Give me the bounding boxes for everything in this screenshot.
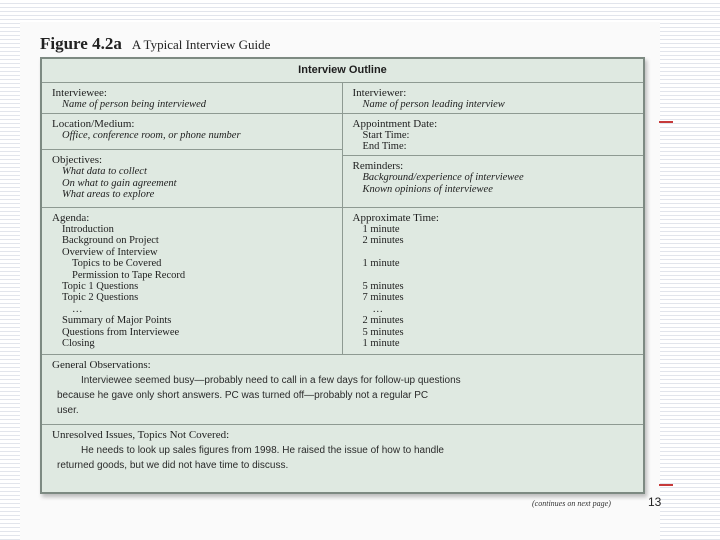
observation-line: because he gave only short answers. PC was turned off—probably not a regular PC	[57, 390, 429, 401]
time-item	[353, 247, 636, 258]
agenda-item: Background on Project	[62, 235, 159, 247]
location-objectives-cell	[42, 114, 343, 207]
reminder-item: Background/experience of interviewee	[362, 172, 524, 183]
continues-note: (continues on next page)	[532, 499, 611, 508]
reminders-label: Reminders:	[352, 160, 404, 172]
time-item: 1 minute	[362, 258, 400, 270]
time-item: 5 minutes	[362, 281, 404, 292]
objective-item: What data to collect	[62, 166, 147, 177]
agenda-item: Summary of Major Points	[62, 315, 172, 327]
interviewee-value: Name of person being interviewed	[62, 99, 207, 110]
accent-dash	[659, 484, 673, 486]
agenda-item: Questions from Interviewee	[62, 326, 180, 338]
start-time-label: Start Time:	[362, 130, 410, 141]
agenda-item: Introduction	[62, 224, 114, 235]
location-cell	[42, 114, 342, 150]
figure-number: Figure 4.2a	[40, 34, 122, 53]
time-item: 7 minutes	[362, 292, 404, 304]
agenda-item: Overview of Interview	[62, 246, 158, 258]
reminders-cell	[343, 156, 644, 198]
outline-heading: Interview Outline	[42, 59, 643, 83]
agenda-item: Topic 1 Questions	[62, 281, 139, 293]
observations-label: General Observations:	[52, 359, 151, 371]
location-value: Office, conference room, or phone number	[62, 130, 241, 141]
time-label: Approximate Time:	[352, 212, 439, 224]
observation-line: user.	[57, 405, 79, 416]
interviewee-label: Interviewee:	[52, 87, 107, 99]
row-location-objectives	[42, 114, 643, 208]
unresolved-cell	[42, 425, 643, 476]
time-item	[353, 270, 636, 281]
unresolved-label: Unresolved Issues, Topics Not Covered:	[52, 429, 230, 441]
unresolved-text	[52, 443, 635, 473]
observations-cell	[42, 355, 643, 424]
agenda-item: …	[72, 303, 83, 315]
appointment-cell	[343, 114, 644, 156]
appointment-reminders-cell	[343, 114, 644, 207]
end-time-label: End Time:	[362, 141, 407, 153]
agenda-item: Topic 2 Questions	[62, 292, 139, 304]
page-number: 13	[648, 495, 662, 509]
row-people	[42, 83, 643, 114]
location-label: Location/Medium:	[52, 118, 135, 130]
time-item: 5 minutes	[362, 326, 404, 338]
agenda-item: Permission to Tape Record	[72, 269, 186, 281]
row-unresolved	[42, 425, 643, 476]
row-agenda	[42, 208, 643, 355]
figure-caption: A Typical Interview Guide	[131, 37, 271, 52]
interviewer-value: Name of person leading interview	[362, 99, 505, 110]
interviewer-label: Interviewer:	[352, 87, 407, 99]
interviewer-cell	[343, 83, 644, 113]
time-item: 1 minute	[362, 338, 400, 350]
objective-item: What areas to explore	[62, 189, 155, 200]
row-observations	[42, 355, 643, 425]
time-cell	[343, 208, 644, 354]
time-item: …	[372, 303, 383, 315]
unresolved-line: returned goods, but we did not have time to discuss.	[57, 460, 289, 471]
unresolved-line: He needs to look up sales figures from 1998. He raised the issue of how to handle	[81, 445, 444, 456]
objectives-cell	[42, 150, 342, 204]
objectives-label: Objectives:	[52, 154, 103, 166]
accent-dash	[659, 121, 673, 123]
agenda-item: Topics to be Covered	[72, 258, 162, 270]
figure-title	[40, 34, 270, 54]
agenda-cell	[42, 208, 343, 354]
agenda-label: Agenda:	[52, 212, 90, 224]
appointment-label: Appointment Date:	[352, 118, 438, 130]
observation-line: Interviewee seemed busy—probably need to call in a few days for follow-up questions	[81, 375, 461, 386]
time-item: 2 minutes	[362, 235, 404, 247]
time-item: 1 minute	[362, 224, 400, 235]
interview-guide	[40, 57, 645, 494]
time-item: 2 minutes	[362, 315, 404, 327]
objective-item: On what to gain agreement	[62, 177, 177, 189]
reminder-item: Known opinions of interviewee	[362, 183, 493, 195]
interviewee-cell	[42, 83, 343, 113]
agenda-item: Closing	[62, 338, 95, 350]
observations-text	[52, 373, 635, 418]
